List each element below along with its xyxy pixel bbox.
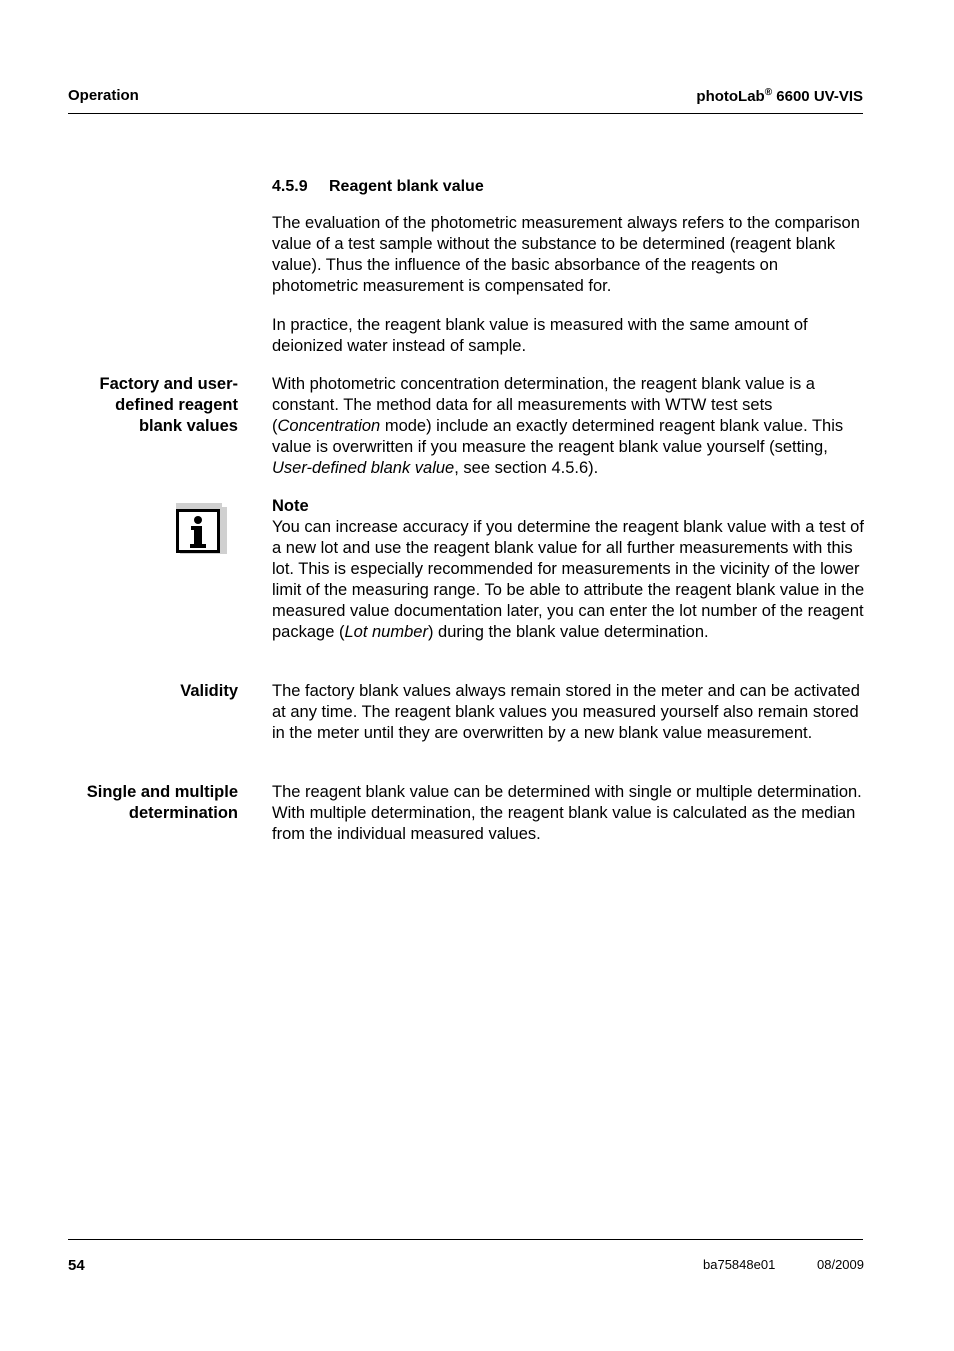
side-label-factory-line: defined reagent [115, 396, 238, 414]
side-label-validity: Validity [180, 682, 238, 700]
text-run: With photometric concentration determination, the reagent blank value is a constant. The method data for all measurements with WTW test sets ( [272, 375, 815, 435]
side-label-single-line: Single and multiple [86, 783, 238, 801]
document-id: ba75848e01 [703, 1257, 776, 1272]
document-date: 08/2009 [817, 1257, 864, 1272]
intro-paragraph-1: The evaluation of the photometric measurement always refers to the comparison value of a test sample without the substance to be determined (reagent blank value). Thus the influence of the basic absorbance of the reagents on photometric measurement is compensated for. [272, 214, 860, 295]
registered-mark: ® [764, 87, 773, 98]
intro-paragraph-2: In practice, the reagent blank value is measured with the same amount of deionized water instead of sample. [272, 316, 808, 355]
factory-paragraph [272, 374, 867, 479]
header-left: Operation [68, 87, 139, 104]
single-multiple-paragraph: The reagent blank value can be determined with single or multiple determination. With multiple determination, the reagent blank value is calculated as the median from the individual measured values. [272, 783, 862, 843]
text-run: ) during the blank value determination. [427, 623, 709, 641]
model-name: 6600 UV-VIS [772, 88, 863, 105]
header-right [696, 87, 863, 105]
validity-paragraph: The factory blank values always remain stored in the meter and can be activated at any time. The reagent blank values you measured yourself also remain stored in the meter until they are overwritten by a new blank value measurement. [272, 682, 860, 742]
italic-term: Lot number [344, 623, 428, 641]
text-run: mode) include an exactly determined reagent blank value. This value is overwritten if you measure the reagent blank value yourself (setting, [272, 417, 844, 456]
text-run: , see section 4.5.6). [454, 459, 599, 477]
footer-rule [68, 1239, 863, 1240]
side-label-single-multiple [40, 782, 238, 824]
note-block [272, 496, 867, 643]
header-rule [68, 113, 863, 114]
brand-name: photoLab [696, 88, 765, 105]
page-number: 54 [68, 1257, 85, 1274]
section-title [272, 178, 484, 196]
side-label-factory-line: blank values [138, 417, 238, 435]
side-label-single-line: determination [128, 804, 238, 822]
side-label-factory-line: Factory and user- [99, 375, 238, 393]
section-heading: Reagent blank value [329, 178, 484, 195]
section-number: 4.5.9 [272, 178, 308, 195]
side-label-factory [40, 374, 238, 437]
info-icon [176, 503, 227, 554]
text-run: You can increase accuracy if you determine the reagent blank value with a test of a new lot and use the reagent blank value for all further measurements with this lot. This is especially recommended for measurements in the vicinity of the lower limit of the measuring range. To be able to attribute the reagent blank value in the measured value documentation later, you can enter the lot number of the reagent package ( [272, 518, 865, 641]
note-title: Note [272, 497, 309, 515]
italic-term: User-defined blank value [272, 459, 455, 477]
italic-term: Concentration [277, 417, 381, 435]
